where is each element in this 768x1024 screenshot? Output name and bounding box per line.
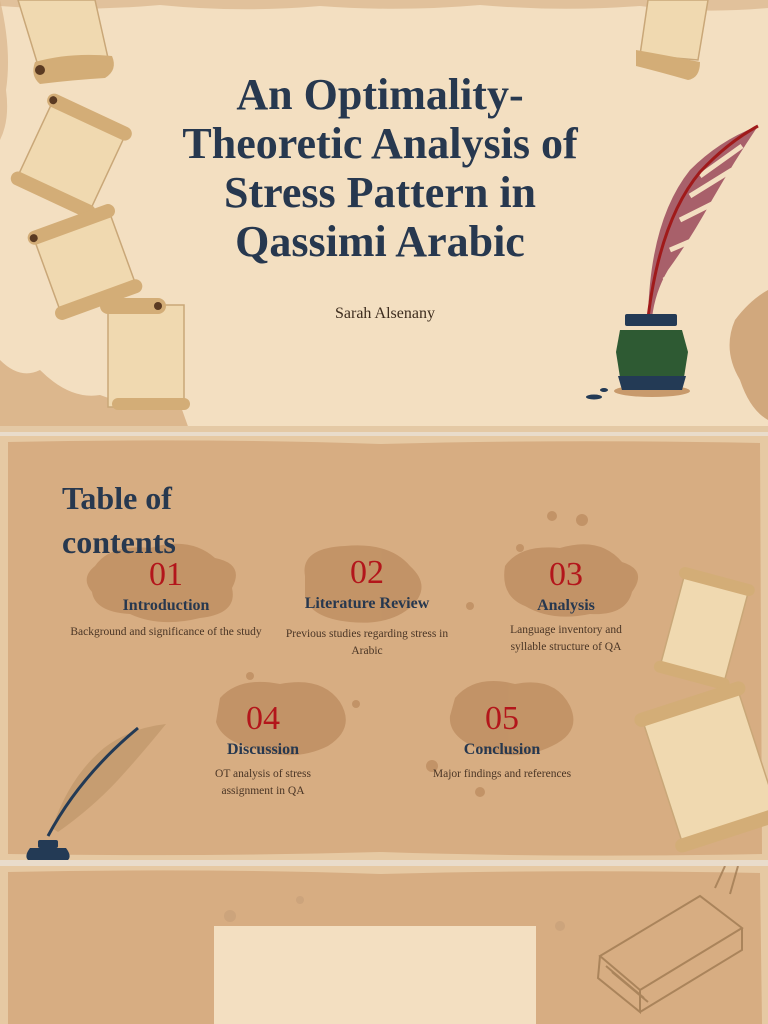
content-panel: [214, 926, 536, 1024]
inkwell-icon: [586, 314, 690, 400]
toc-number: 04: [246, 700, 280, 737]
presentation-title: An Optimality-Theoretic Analysis of Stress Pattern in Qassimi Arabic: [182, 70, 578, 266]
toc-item-introduction: [66, 556, 266, 641]
toc-title: Conclusion: [463, 741, 541, 758]
toc-description: Language inventory and syllable structure of QA: [510, 624, 622, 653]
toc-number: 02: [350, 554, 384, 591]
toc-item-analysis: [496, 556, 636, 656]
toc-title: Discussion: [226, 741, 300, 758]
scroll-icon: [18, 0, 114, 84]
table-of-contents-slide: [0, 436, 768, 860]
toc-description: Major findings and references: [432, 768, 572, 780]
scroll-icon: [636, 0, 708, 80]
author-name: Sarah Alsenany: [335, 305, 435, 322]
scroll-icon: [8, 91, 134, 221]
quill-icon: [48, 724, 166, 836]
toc-description: Background and significance of the study: [70, 626, 262, 638]
scroll-icon: [100, 298, 190, 410]
scroll-icon: [633, 680, 768, 855]
toc-title: Analysis: [537, 597, 595, 614]
toc-item-literature-review: [270, 554, 464, 660]
toc-number: 05: [485, 700, 519, 737]
toc-item-conclusion: [412, 700, 592, 783]
toc-title: Literature Review: [304, 595, 430, 612]
toc-number: 01: [149, 556, 183, 593]
toc-number: 03: [549, 556, 583, 593]
title-slide: [0, 0, 768, 432]
inkwell-icon: [26, 840, 69, 860]
scroll-icon: [653, 566, 757, 691]
toc-description: Previous studies regarding stress in Arabic: [285, 628, 449, 657]
next-slide-preview: [0, 866, 768, 1024]
toc-title: Introduction: [122, 597, 210, 614]
book-icon: [598, 866, 742, 1012]
quill-icon: [648, 126, 758, 318]
toc-item-discussion: [196, 700, 330, 800]
toc-heading: Table of contents: [62, 480, 176, 560]
toc-description: OT analysis of stress assignment in QA: [215, 768, 311, 797]
